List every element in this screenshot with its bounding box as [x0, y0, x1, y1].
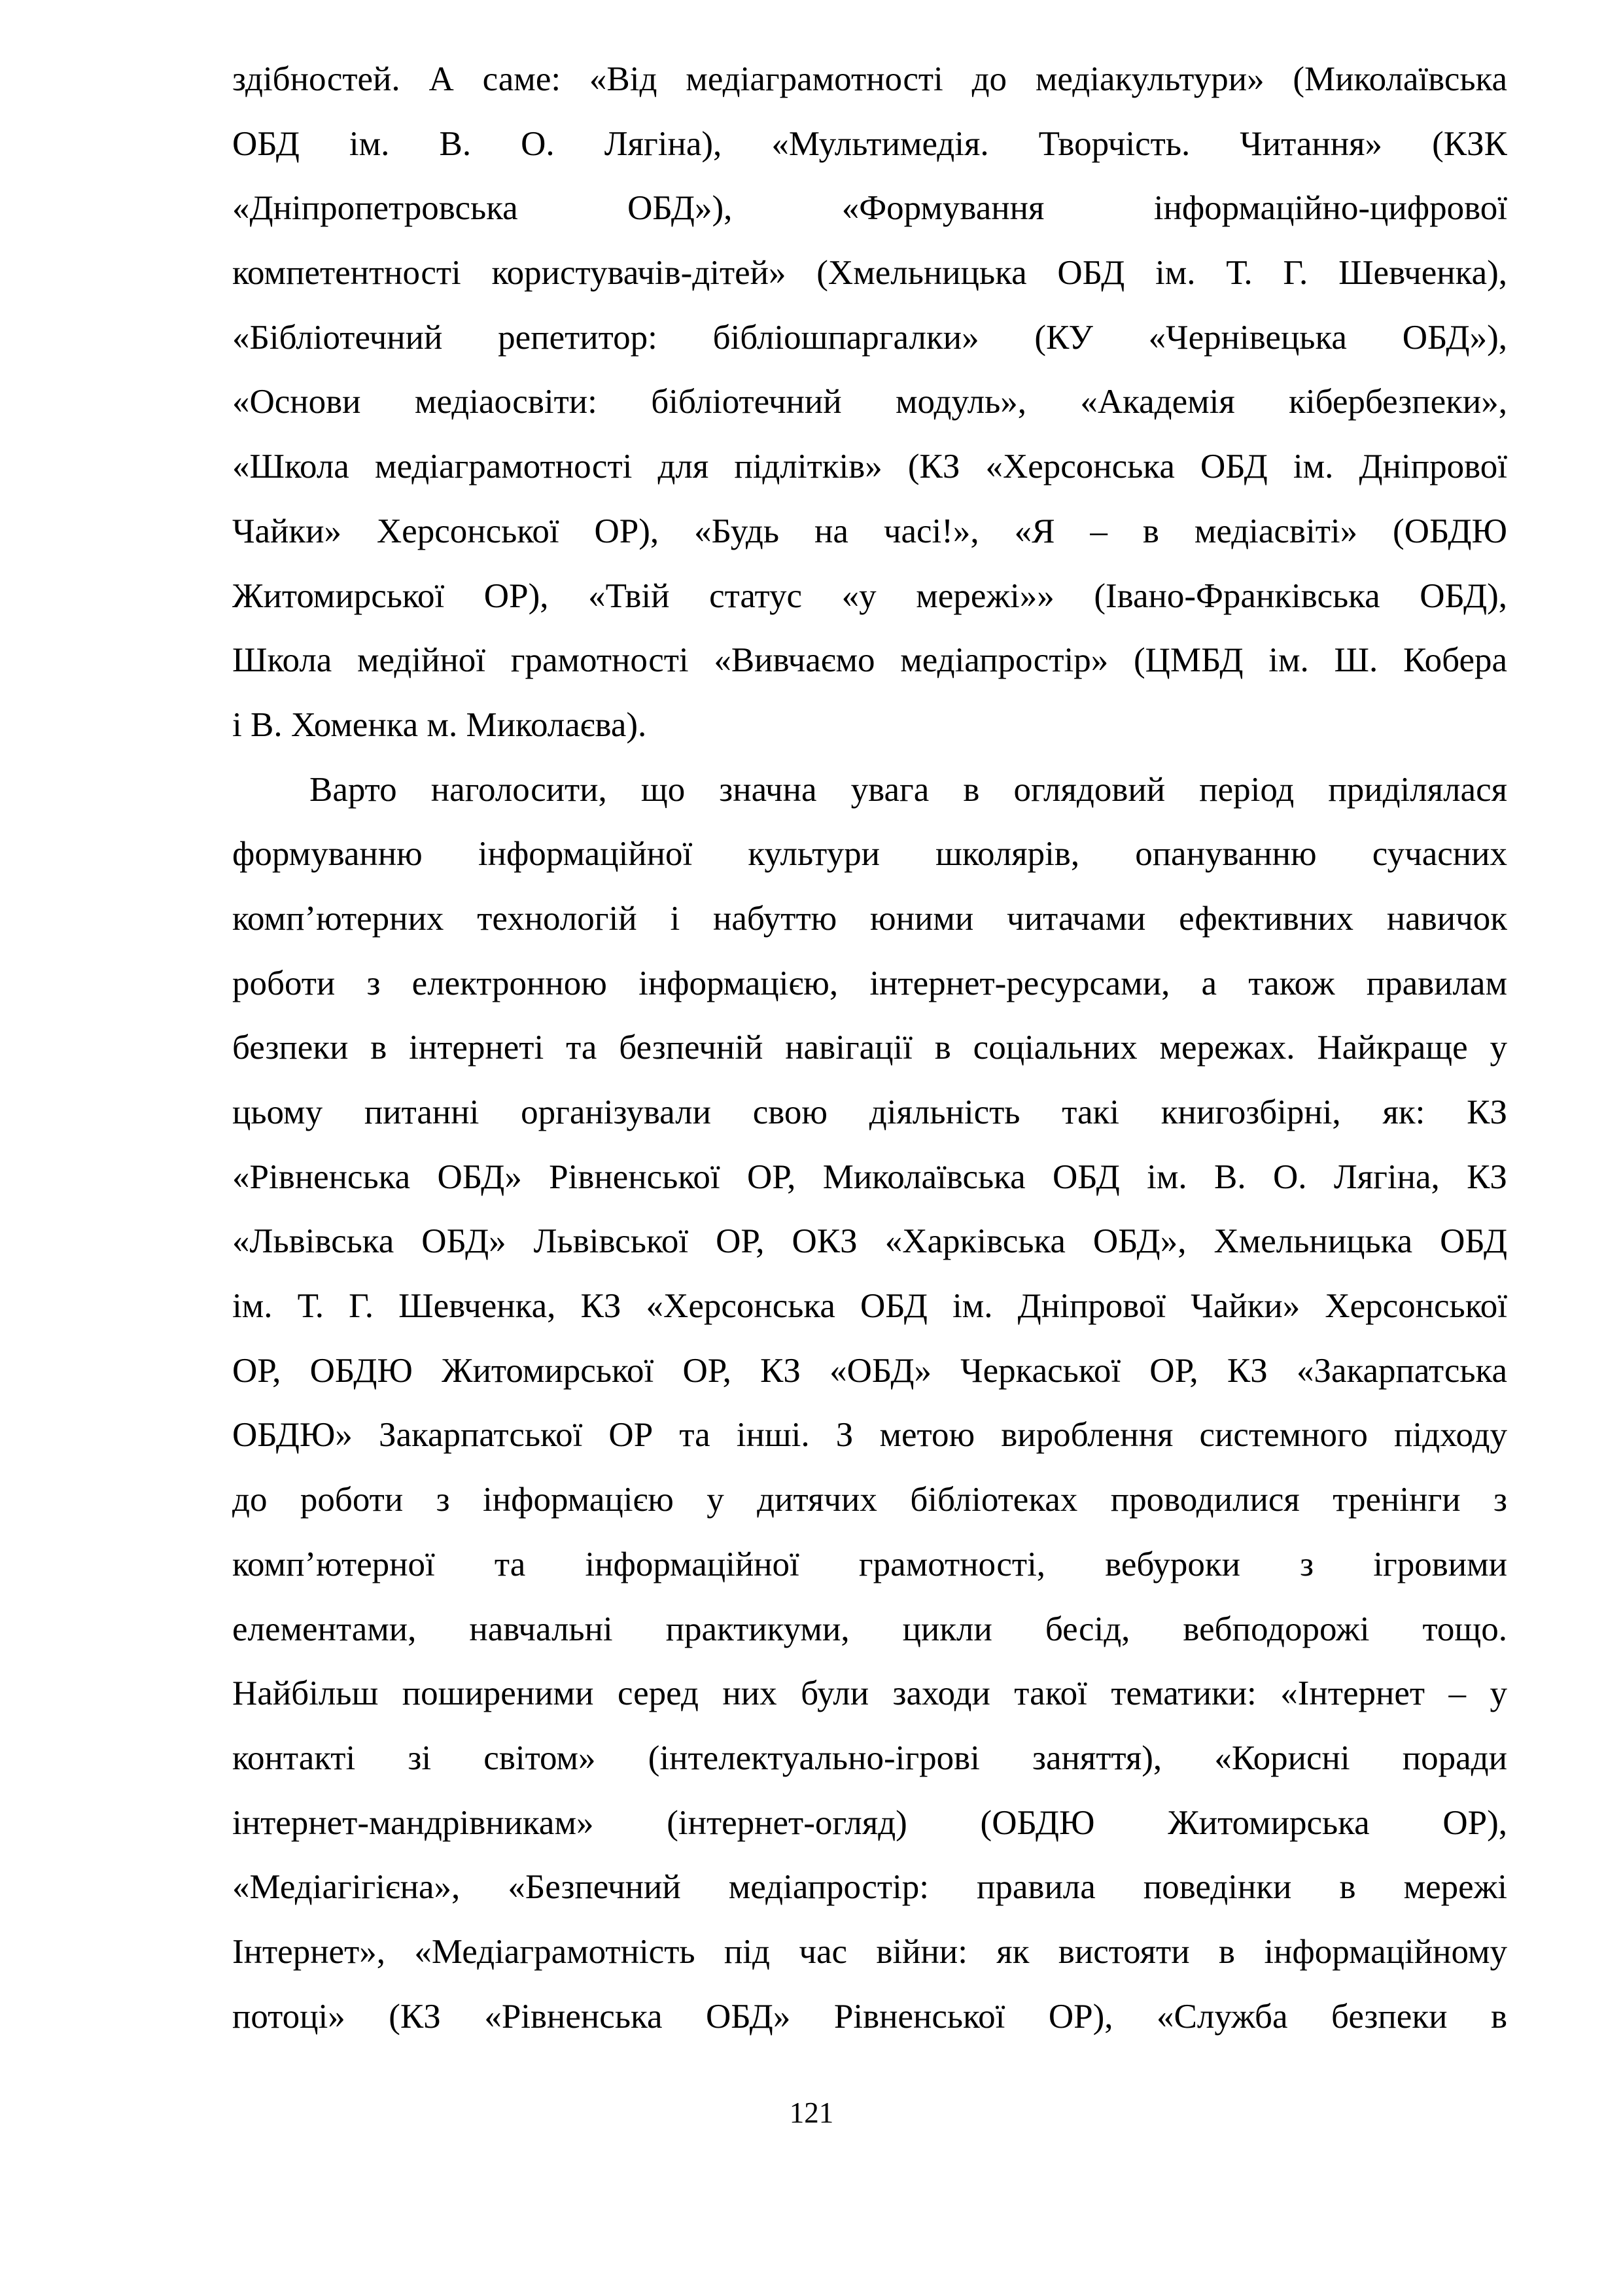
- text-line: «Рівненська ОБД» Рівненської ОР, Миколаївська ОБД ім. В. О. Лягіна, КЗ: [232, 1157, 1507, 1196]
- text-line: Найбільш поширеними серед них були заходи такої тематики: «Інтернет – у: [232, 1674, 1507, 1713]
- text-line: елементами, навчальні практикуми, цикли бесід, вебподорожі тощо.: [232, 1610, 1507, 1648]
- text-line: «Основи медіаосвіти: бібліотечний модуль», «Академія кібербезпеки»,: [232, 383, 1507, 421]
- paragraph-1: [232, 47, 1507, 758]
- text-line: формуванню інформаційної культури школярів, опануванню сучасних: [232, 835, 1507, 874]
- body-text: [232, 47, 1507, 2049]
- text-line: «Медіагігієна», «Безпечний медіапростір: правила поведінки в мережі: [232, 1868, 1507, 1907]
- text-line: ОБДЮ» Закарпатської ОР та інші. З метою вироблення системного підходу: [232, 1416, 1507, 1455]
- text-line: ОР, ОБДЮ Житомирської ОР, КЗ «ОБД» Черкаської ОР, КЗ «Закарпатська: [232, 1351, 1507, 1390]
- paragraph-2: [232, 758, 1507, 2049]
- text-line: до роботи з інформацією у дитячих бібліотеках проводилися тренінги з: [232, 1481, 1507, 1519]
- text-line: Інтернет», «Медіаграмотність під час війни: як вистояти в інформаційному: [232, 1932, 1507, 1971]
- text-line: потоці» (КЗ «Рівненська ОБД» Рівненської ОР), «Служба безпеки в: [232, 1997, 1507, 2036]
- page-number: 121: [789, 2096, 834, 2129]
- text-line: цьому питанні організували свою діяльність такі книгозбірні, як: КЗ: [232, 1093, 1507, 1131]
- text-line: Варто наголосити, що значна увага в оглядовий період приділялася: [309, 770, 1507, 809]
- text-line: «Школа медіаграмотності для підлітків» (КЗ «Херсонська ОБД ім. Дніпрової: [232, 448, 1507, 486]
- text-line: роботи з електронною інформацією, інтернет-ресурсами, а також правилам: [232, 964, 1507, 1002]
- text-line: Чайки» Херсонської ОР), «Будь на часі!», «Я – в медіасвіті» (ОБДЮ: [232, 512, 1507, 550]
- text-line: «Бібліотечний репетитор: бібліошпаргалки» (КУ «Чернівецька ОБД»),: [232, 318, 1507, 357]
- text-line: комп’ютерних технологій і набуттю юними читачами ефективних навичок: [232, 899, 1507, 938]
- text-line: ім. Т. Г. Шевченка, КЗ «Херсонська ОБД ім. Дніпрової Чайки» Херсонської: [232, 1287, 1507, 1326]
- text-line: «Львівська ОБД» Львівської ОР, ОКЗ «Харківська ОБД», Хмельницька ОБД: [232, 1222, 1507, 1261]
- text-line: контакті зі світом» (інтелектуально-ігрові заняття), «Корисні поради: [232, 1739, 1507, 1777]
- text-line: Житомирської ОР), «Твій статус «у мережі»» (Івано-Франківська ОБД),: [232, 576, 1507, 615]
- text-line: здібностей. А саме: «Від медіаграмотності до медіакультури» (Миколаївська: [232, 60, 1507, 98]
- text-line: комп’ютерної та інформаційної грамотності, вебуроки з ігровими: [232, 1545, 1507, 1583]
- text-line: безпеки в інтернеті та безпечній навігації в соціальних мережах. Найкраще у: [232, 1029, 1507, 1067]
- text-line: компетентності користувачів-дітей» (Хмельницька ОБД ім. Т. Г. Шевченка),: [232, 254, 1507, 292]
- text-line: інтернет-мандрівникам» (інтернет-огляд) (ОБДЮ Житомирська ОР),: [232, 1803, 1507, 1842]
- text-line: і В. Хоменка м. Миколаєва).: [232, 705, 647, 744]
- text-line: Школа медійної грамотності «Вивчаємо медіапростір» (ЦМБД ім. Ш. Кобера: [232, 641, 1507, 680]
- text-line: «Дніпропетровська ОБД»), «Формування інформаційно-цифрової: [232, 189, 1507, 228]
- text-line: ОБД ім. В. О. Лягіна), «Мультимедія. Творчість. Читання» (КЗК: [232, 124, 1507, 163]
